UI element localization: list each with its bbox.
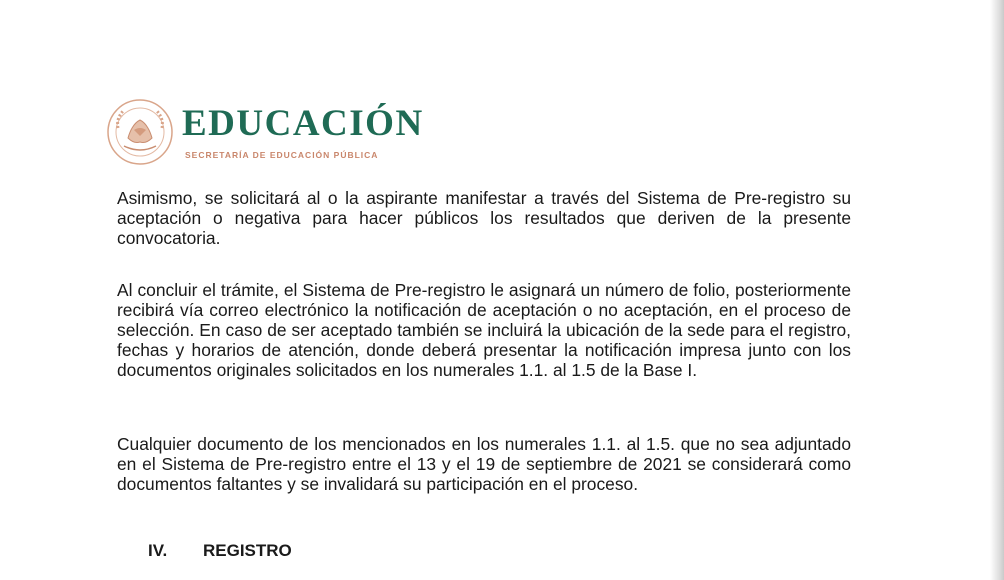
section-number: IV. [148, 541, 168, 560]
paragraph-3: Cualquier documento de los mencionados en los numerales 1.1. al 1.5. que no sea adjuntado en el Sistema de Pre-registro entre el 13 y el 19 de septiembre de 2021 se considerará como documentos faltantes y se invalidará su participación en el proceso. [117, 434, 851, 494]
brand-subtitle: SECRETARÍA DE EDUCACIÓN PÚBLICA [185, 150, 379, 160]
section-heading [148, 541, 292, 561]
coat-of-arms-seal-icon [106, 98, 174, 166]
brand-block [182, 104, 424, 160]
document-header [106, 98, 424, 166]
page-edge-shadow [990, 0, 1004, 580]
paragraph-1: Asimismo, se solicitará al o la aspirante manifestar a través del Sistema de Pre-registro su aceptación o negativa para hacer públicos los resultados que deriven de la presente convocatoria. [117, 188, 851, 248]
paragraph-2: Al concluir el trámite, el Sistema de Pre-registro le asignará un número de folio, posteriormente recibirá vía correo electrónico la notificación de aceptación o no aceptación, en el proceso de selección. En caso de ser aceptado también se incluirá la ubicación de la sede para el registro, fechas y horarios de atención, donde deberá presentar la notificación impresa junto con los documentos originales solicitados en los numerales 1.1. al 1.5 de la Base I. [117, 280, 851, 380]
section-title: REGISTRO [203, 541, 292, 560]
document-body [117, 188, 851, 494]
brand-title: EDUCACIÓN [182, 103, 424, 144]
